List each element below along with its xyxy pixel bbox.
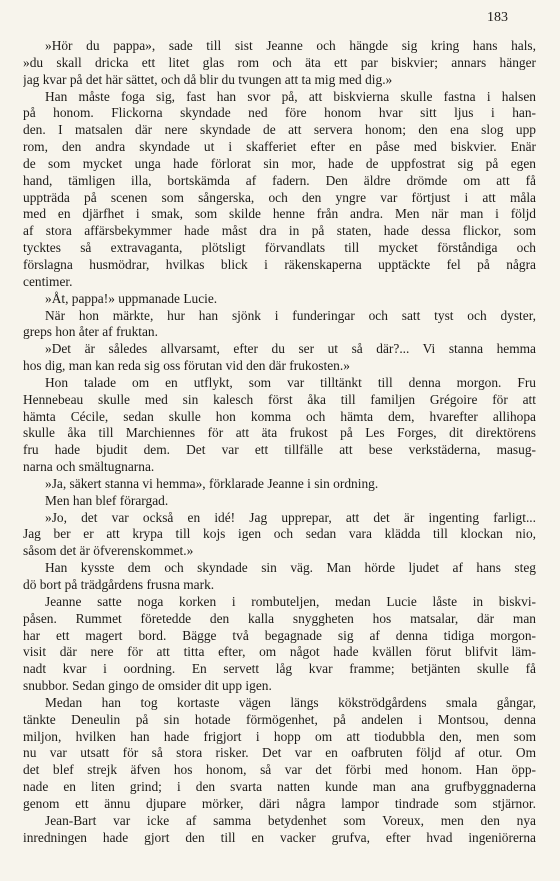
text-line: »Jo, det var också en idé! Jag upprepar, att det är ingenting farligt... — [45, 509, 536, 525]
body-text — [23, 38, 536, 847]
text-line: nu var utsatt för så stora risker. Det var en oafbruten följd af otur. Om — [23, 745, 536, 761]
text-line: Men han blef förargad. — [45, 492, 169, 508]
text-line: uppträda på scenen som sångerska, och den yngre var förtjust i att måla — [23, 189, 536, 205]
text-line: Jean-Bart var icke af samma betydenhet som Voreux, men den nya — [45, 812, 536, 828]
text-line: Jag ber er att krypa till kojs igen och sedan vara klädda till klockan nio, — [23, 526, 536, 542]
text-line: tänkte Deneulin på sin hotade förmögenhet, på andelen i Montsou, denna — [23, 711, 536, 727]
text-line: det blef strejk äfven hos honom, så var det förbi med honom. Han öpp- — [23, 762, 536, 778]
text-line: genom ett ännu djupare mörker, däri några lampor tindrade som stjärnor. — [23, 795, 536, 811]
text-line: När hon märkte, hur han sjönk i funderingar och satt tyst och dyster, — [45, 307, 536, 323]
text-line: centimer. — [23, 273, 73, 289]
text-line: med en djärfhet i smak, som skilde henne från andra. Men när man i följd — [23, 206, 536, 222]
text-line: narna och smältugnarna. — [23, 459, 155, 475]
text-line: »Åt, pappa!» uppmanade Lucie. — [45, 290, 218, 306]
text-line: »Det är således allvarsamt, efter du ser ut så där?... Vi stanna hemma — [45, 341, 536, 357]
text-line: af stora affärsbekymmer hade måst dra in på staten, hade dessa flickor, som — [23, 223, 536, 239]
text-line: miljon, hvilken han hade frigjort i hopp om att tiodubbla den, men som — [23, 728, 536, 744]
text-line: Hon talade om en utflykt, som var tilltänkt till denna morgon. Fru — [45, 374, 536, 390]
text-line: på honom. Flickorna skyndade ned före honom hvar sitt ljus i han- — [23, 105, 536, 121]
text-line: »Ja, säkert stanna vi hemma», förklarade Jeanne i sin ordning. — [45, 475, 379, 491]
text-line: har ett magert bord. Bägge två begagnade sig af denna tidiga morgon- — [23, 627, 536, 643]
text-line: de som mycket unga hade förlorat sin mor, hade de uppfostrat sig på egen — [23, 155, 536, 171]
text-line: Medan han tog kortaste vägen längs kökströdgårdens smala gångar, — [45, 694, 536, 710]
text-line: »du skall dricka ett litet glas rom och äta ett par biskvier; annars hänger — [23, 54, 536, 70]
page-number: 183 — [487, 10, 508, 25]
text-line: inredningen hade gjort den till en vacker grufva, efter hvad ingeniörerna — [23, 829, 536, 845]
text-line: hos dig, man kan reda sig oss förutan vid den där frukosten.» — [23, 358, 350, 374]
text-line: påsen. Rummet företedde den kalla snyggheten hos matsalar, där man — [23, 610, 536, 626]
text-line: hämta Cécile, sedan skulle hon komma och hämta dem, hvarefter allihopa — [23, 408, 536, 424]
text-line: snubbor. Sedan gingo de omsider dit upp igen. — [23, 678, 272, 694]
text-line: skulle åka till Marchiennes för att äta frukost på Les Forges, dit direktörens — [23, 425, 536, 441]
text-line: tycktes så extravaganta, plötsligt förvandlats till mycket förståndiga och — [23, 240, 536, 256]
text-line: den. I matsalen där nere skyndade de att servera honom; den ena slog upp — [23, 122, 536, 138]
text-line: greps hon åter af fruktan. — [23, 324, 158, 340]
text-line: förslagna husmödrar, hvilkas blick i räkenskaperna upptäckte fel på några — [23, 256, 536, 272]
text-line: Han måste foga sig, fast han svor på, att biskvierna skulle fastna i halsen — [45, 88, 536, 104]
text-line: Han kysste dem och skyndade sin väg. Man hörde ljudet af hans steg — [45, 560, 536, 576]
text-line: nadt kvar i oordning. En servett låg kvar framme; betjänten skulle få — [23, 661, 536, 677]
text-line: såsom det är öfverenskommet.» — [23, 543, 194, 559]
text-line: visit där nere för att titta efter, om något hade kvällen förut blifvit läm- — [23, 644, 536, 660]
text-line: hand, tämligen illa, bortskämda af fadern. Den äldre drömde om att få — [23, 172, 536, 188]
text-line: dö bort på trädgårdens frusna mark. — [23, 577, 215, 592]
text-line: Jeanne satte noga korken i rombuteljen, medan Lucie låste in biskvi- — [45, 593, 536, 609]
text-line: nade en liten grind; i den svarta natten kunde man ana grufbyggnaderna — [23, 779, 536, 795]
text-line: jag kvar på det här sättet, och då blir du tvungen att ta mig med dig.» — [23, 71, 393, 87]
text-line: »Hör du pappa», sade till sist Jeanne och hängde sig kring hans hals, — [45, 38, 536, 53]
text-line: rom, den andra skyndade ut i skafferiet efter en påse med biskvier. Enär — [23, 139, 536, 155]
text-line: fru hade bjudit dem. Det var ett tillfälle att bese verkstäderna, masug- — [23, 442, 536, 458]
text-line: Hennebeau skulle med sin kalesch först åka till familjen Grégoire för att — [23, 391, 536, 407]
